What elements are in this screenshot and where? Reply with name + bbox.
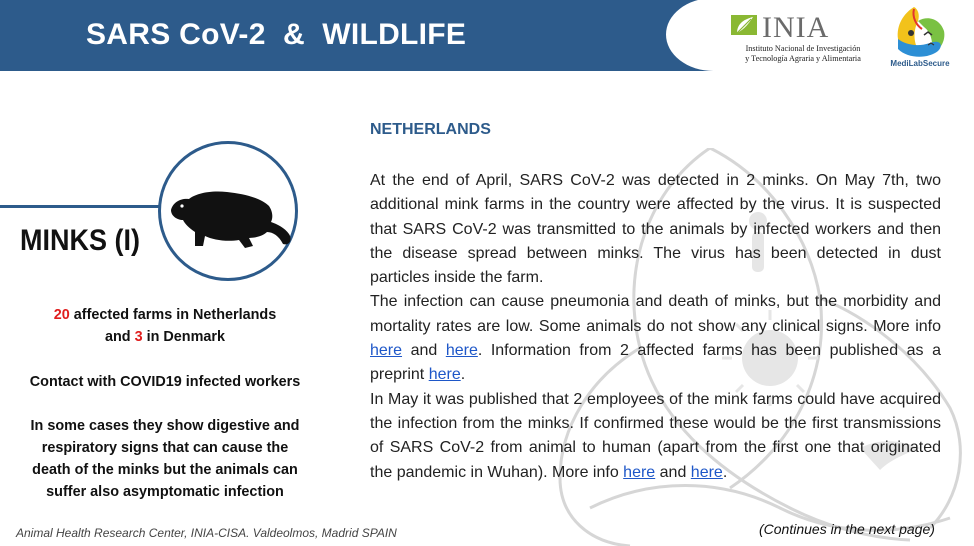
- inia-logo-text: INIA: [762, 11, 830, 44]
- farms-line-netherlands: [22, 304, 308, 326]
- article-body: [370, 169, 941, 485]
- p3-here-link-2[interactable]: here: [690, 463, 723, 481]
- accent-line: [0, 205, 165, 208]
- p3-text-a: In May it was published that 2 employees of the mink farms could have acquired the infection from the minks. If confirmed these would be the first transmissions of SARS CoV-2 from animal to human (apart from the first one that originated the pandemic in Wuhan). More info: [370, 390, 941, 481]
- contact-text: Contact with COVID19 infected workers: [29, 373, 301, 390]
- section-heading: NETHERLANDS: [370, 121, 491, 138]
- p3-text-b: and: [655, 463, 691, 481]
- medilabsecure-text: MediLabSecure: [890, 59, 950, 68]
- symptoms-text: In some cases they show digestive and respiratory signs that can cause the death of the minks but the animals can suffer also asymptomatic infection: [30, 417, 300, 500]
- p2-text-c: . Information from 2 affected farms has been published as a preprint: [370, 342, 941, 384]
- paragraph-3: [370, 388, 941, 485]
- inia-subtitle: [728, 44, 878, 64]
- inia-subtitle-line1: Instituto Nacional de Investigación: [745, 44, 861, 53]
- p3-here-link-1[interactable]: here: [623, 463, 656, 481]
- nl-farm-text: affected farms in Netherlands: [69, 306, 277, 323]
- animal-badge: [158, 141, 298, 281]
- nl-farm-count: 20: [53, 306, 70, 323]
- dk-farm-count: 3: [134, 328, 143, 345]
- footer-institution: Animal Health Research Center, INIA-CISA. Valdeolmos, Madrid SPAIN: [16, 526, 397, 540]
- p2-text-b: and: [402, 342, 446, 360]
- p2-preprint-link[interactable]: here: [428, 366, 461, 384]
- dk-farm-text: in Denmark: [142, 328, 226, 345]
- medilabsecure-logo: [884, 3, 956, 67]
- inia-subtitle-line2: y Tecnología Agraria y Alimentaria: [745, 54, 861, 63]
- inia-logo: [728, 7, 878, 67]
- page-title: SARS CoV-2 & WILDLIFE: [86, 18, 467, 51]
- and-text: and: [104, 328, 135, 345]
- paragraph-1: At the end of April, SARS CoV-2 was detected in 2 minks. On May 7th, two additional mink farms in the country were affected by the virus. It is suspected that SARS CoV-2 was transmitted to the animals by infected workers and then the disease spread between minks. The virus has been detected in dust particles inside the farm.: [370, 172, 941, 287]
- p2-text-a: The infection can cause pneumonia and death of minks, but the morbidity and mortality rates are low. Some animals do not show any clinical signs. More info: [370, 293, 941, 335]
- p2-here-link-2[interactable]: here: [445, 342, 478, 360]
- p2-text-d: .: [460, 366, 466, 384]
- species-title: MINKS (I): [20, 224, 140, 257]
- farms-summary: [22, 304, 308, 348]
- p2-here-link-1[interactable]: here: [370, 342, 403, 360]
- inia-leaf-icon: [731, 13, 757, 37]
- footer-continues: (Continues in the next page): [759, 521, 935, 537]
- p3-text-c: .: [722, 463, 728, 481]
- medilabsecure-emblem-icon: [884, 3, 956, 61]
- mink-icon: [169, 182, 293, 252]
- farms-line-denmark: [22, 326, 308, 348]
- paragraph-2: [370, 290, 941, 387]
